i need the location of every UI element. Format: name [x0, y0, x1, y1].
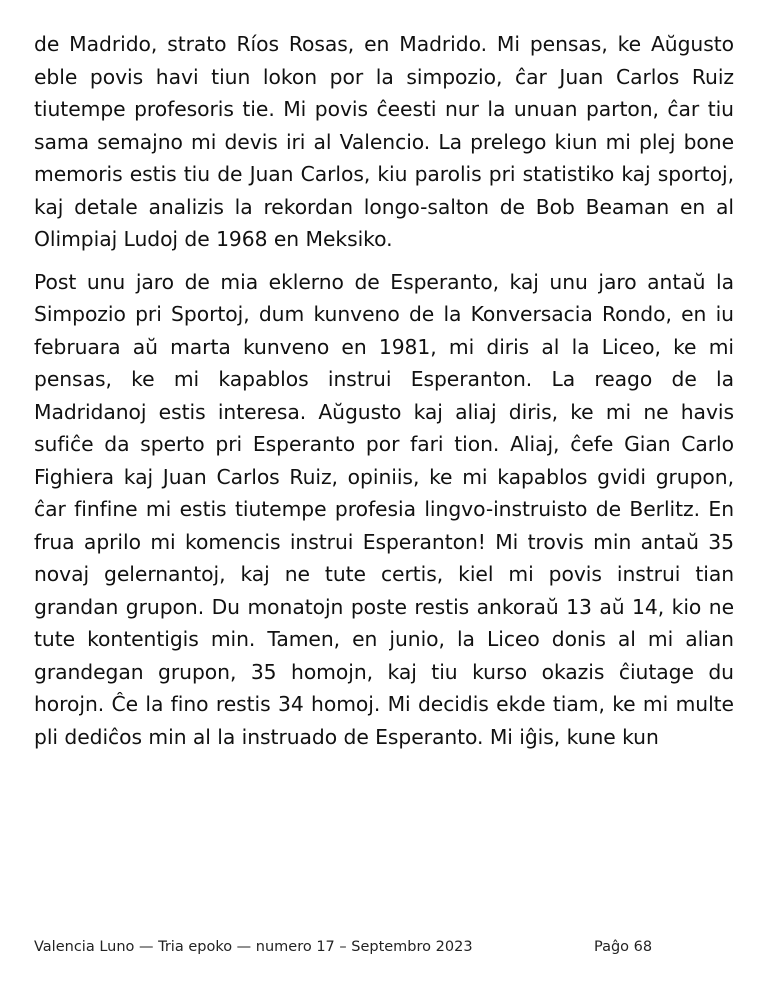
footer-publication: Valencia Luno — Tria epoko — numero 17 – Septembro 2023	[34, 939, 473, 955]
paragraph-1: de Madrido, strato Ríos Rosas, en Madrido. Mi pensas, ke Aŭgusto eble povis havi tiun lokon por la simpozio, ĉar Juan Carlos Ruiz tiutempe profesoris tie. Mi povis ĉeesti nur la unuan parton, ĉar tiu sama semajno mi devis iri al Valencio. La prelego kiun mi plej bone memoris estis tiu de Juan Carlos, kiu parolis pri statistiko kaj sportoj, kaj detale analizis la rekordan longo-salton de Bob Beaman en al Olimpiaj Ludoj de 1968 en Meksiko.	[34, 32, 734, 251]
footer-page-number: Paĝo 68	[594, 939, 653, 955]
page-body	[34, 28, 734, 763]
paragraph-2: Post unu jaro de mia eklerno de Esperanto, kaj unu jaro antaŭ la Simpozio pri Sportoj, dum kunveno de la Konversacia Rondo, en iu februara aŭ marta kunveno en 1981, mi diris al la Liceo, ke mi pensas, ke mi kapablos instrui Esperanton. La reago de la Madridanoj estis interesa. Aŭgusto kaj aliaj diris, ke mi ne havis sufiĉe da sperto pri Esperanto por fari tion. Aliaj, ĉefe Gian Carlo Fighiera kaj Juan Carlos Ruiz, opiniis, ke mi kapablos gvidi grupon, ĉar finfine mi estis tiutempe profesia lingvo-instruisto de Berlitz. En frua aprilo mi komencis instrui Esperanton! Mi trovis min antaŭ 35 novaj gelernantoj, kaj ne tute certis, kiel mi povis instrui tian grandan grupon. Du monatojn poste restis ankoraŭ 13 aŭ 14, kio ne tute kontentigis min. Tamen, en junio, la Liceo donis al mi alian grandegan grupon, 35 homojn, kaj tiu kurso okazis ĉiutage du horojn. Ĉe la fino restis 34 homoj. Mi decidis ekde tiam, ke mi multe pli dediĉos min al la instruado de Esperanto. Mi iĝis, kune kun	[34, 269, 734, 749]
